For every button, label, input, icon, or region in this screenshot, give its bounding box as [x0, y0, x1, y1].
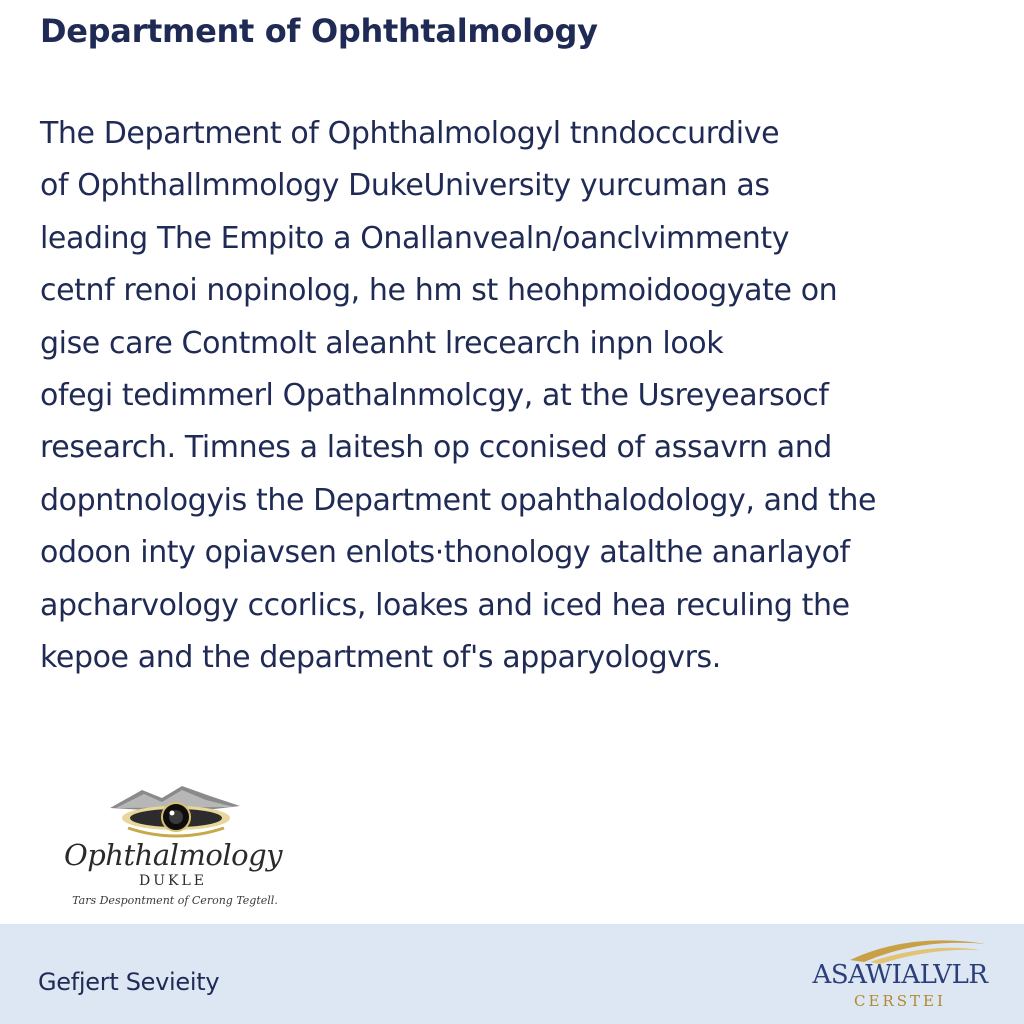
body-line: odoon inty opiavsen enlots·thonology atalthe anarlayof [40, 535, 850, 571]
footer-logo-title: ASAWIALVLR [812, 960, 988, 990]
body-line: ofegi tedimmerl Opathalnmolcgy, at the Usreyearsocf [40, 377, 829, 413]
footer-logo [800, 934, 1010, 1020]
body-line: kepoe and the department of's apparyologvrs. [40, 639, 721, 675]
department-logo [44, 784, 314, 914]
body-line: The Department of Ophthalmologyl tnndoccurdive [40, 116, 780, 151]
footer-logo-subtitle: CERSTEI [854, 992, 946, 1010]
logo-caption: Tars Despontment of Cerong Tegtell. [72, 894, 278, 907]
body-line: leading The Empito a Onallanvealn/oanclvimmenty [40, 220, 790, 256]
body-line: apcharvology ccorlics, loakes and iced hea reculing the [40, 587, 850, 623]
eye-emblem-icon [106, 784, 246, 842]
body-line: cetnf renoi nopinolog, he hm st heohpmoidoogyate on [40, 273, 838, 309]
body-text [40, 108, 1000, 684]
body-line: gise care Contmolt aleanht lrecearch inpn look [40, 325, 724, 361]
footer-label: Gefjert Sevieity [38, 968, 220, 996]
page-title: Department of Ophthtalmology [40, 12, 598, 50]
body-line: research. Timnes a laitesh op cconised of assavrn and [40, 430, 832, 466]
footer-bar [0, 924, 1024, 1024]
logo-subtitle: DUKLE [139, 873, 207, 889]
logo-title: Ophthalmology [63, 838, 283, 872]
body-line: of Ophthallmmology DukeUniversity yurcuman as [40, 168, 770, 204]
body-line: dopntnologyis the Department opahthalodology, and the [40, 482, 877, 518]
